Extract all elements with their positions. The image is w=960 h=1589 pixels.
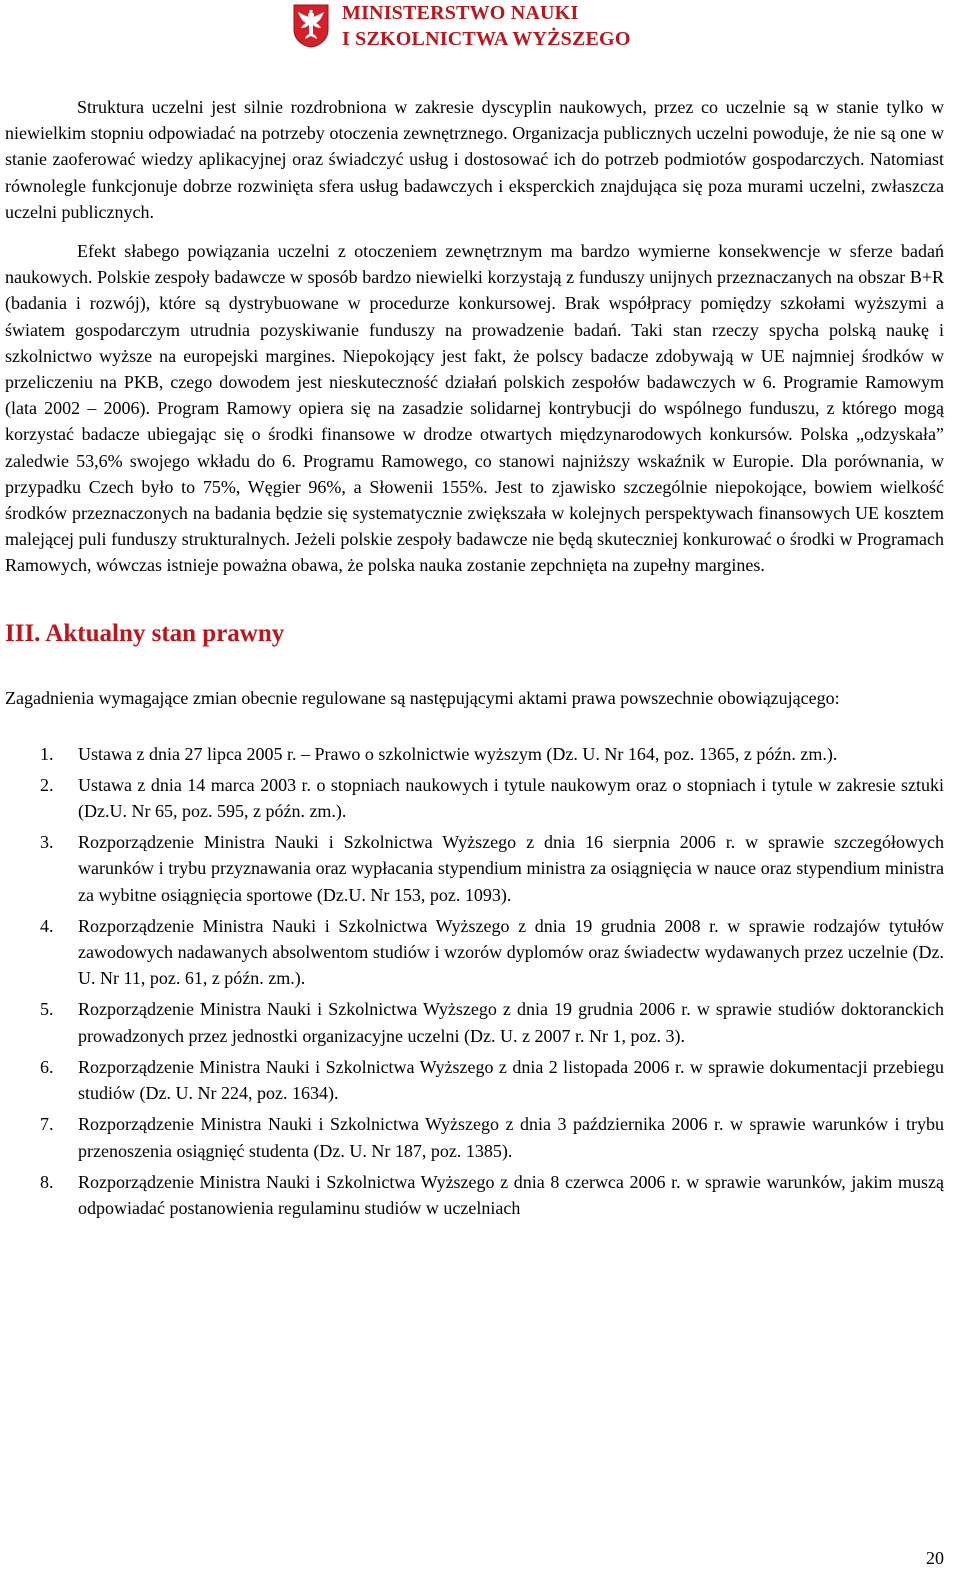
list-item-text: Rozporządzenie Ministra Nauki i Szkolnictwa Wyższego z dnia 3 października 2006 r. w sprawie warunków i trybu przenoszenia osiągnięć studenta (Dz. U. Nr 187, poz. 1385). xyxy=(78,1114,944,1161)
list-item xyxy=(5,741,944,767)
section-intro: Zagadnienia wymagające zmian obecnie regulowane są następującymi aktami prawa powszechnie obowiązującego: xyxy=(5,687,840,708)
list-item xyxy=(5,1111,944,1163)
paragraph: Efekt słabego powiązania uczelni z otoczeniem zewnętrznym ma bardzo wymierne konsekwencje w sferze badań naukowych. Polskie zespoły badawcze w sposób bardzo niewielki korzystają z funduszy unijnych przeznaczanych na obszar B+R (badania i rozwój), które są dystrybuowane w procedurze konkursowej. Brak współpracy pomiędzy szkołami wyższymi a światem gospodarczym utrudnia pozyskiwanie funduszy na prowadzenie badań. Taki stan rzeczy spycha polską naukę i szkolnictwo wyższe na europejski margines. Niepokojący jest fakt, że polscy badacze zdobywają w UE najmniej środków w przeliczeniu na PKB, czego dowodem jest nieskuteczność działań polskich zespołów badawczych w 6. Programie Ramowym (lata 2002 – 2006). Program Ramowy opiera się na zasadzie solidarnej kontrybucji do wspólnego funduszu, z którego mogą korzystać badacze ubiegając się o środki finansowe w drodze otwartych międzynarodowych konkursów. Polska „odzyskała” zaledwie 53,6% swojego wkładu do 6. Programu Ramowego, co stanowi najniższy wskaźnik w Europie. Dla porównania, w przypadku Czech było to 75%, Węgier 96%, a Słowenii 155%. Jest to zjawisko szczególnie niepokojące, bowiem wielkość środków przeznaczonych na badania będzie się systematycznie zwiększała w kolejnych perspektywach finansowych UE kosztem malejącej puli funduszy strukturalnych. Jeżeli polskie zespoły badawcze nie będą skuteczniej konkurować o środki w Programach Ramowych, wówczas istnieje poważna obawa, że polska nauka zostanie zepchnięta na zupełny margines. xyxy=(5,241,944,576)
ministry-name-line2: I SZKOLNICTWA WYŻSZEGO xyxy=(342,28,631,50)
list-item-number: 6. xyxy=(40,1056,54,1077)
list-item xyxy=(5,772,944,824)
section-heading: III. Aktualny stan prawny xyxy=(5,619,285,647)
list-item xyxy=(5,829,944,908)
list-item-number: 2. xyxy=(40,774,54,795)
list-item-number: 1. xyxy=(40,743,54,764)
list-item-text: Ustawa z dnia 27 lipca 2005 r. – Prawo o szkolnictwie wyższym (Dz. U. Nr 164, poz. 1365, z późn. zm.). xyxy=(78,743,838,764)
ministry-name xyxy=(342,0,631,52)
polish-eagle-emblem-icon xyxy=(293,4,329,48)
list-item-text: Rozporządzenie Ministra Nauki i Szkolnictwa Wyższego z dnia 19 grudnia 2008 r. w sprawie rodzajów tytułów zawodowych nadawanych absolwentom studiów i wzorów dyplomów oraz świadectw wydawanych przez uczelnie (Dz. U. Nr 11, poz. 61, z późn. zm.). xyxy=(78,915,944,989)
list-item xyxy=(5,1054,944,1106)
document-body xyxy=(5,94,944,1226)
page-header xyxy=(0,0,960,56)
paragraph: Struktura uczelni jest silnie rozdrobniona w zakresie dyscyplin naukowych, przez co uczelnie są w stanie tylko w niewielkim stopniu odpowiadać na potrzeby otoczenia zewnętrznego. Organizacja publicznych uczelni powoduje, że nie są one w stanie zaoferować wiedzy aplikacyjnej oraz świadczyć usług i dostosować ich do potrzeb podmiotów gospodarczych. Natomiast równolegle funkcjonuje dobrze rozwinięta sfera usług badawczych i eksperckich znajdująca się poza murami uczelni, zwłaszcza uczelni publicznych. xyxy=(5,97,944,222)
list-item-number: 8. xyxy=(40,1171,54,1192)
legal-acts-list xyxy=(5,741,944,1221)
list-item-text: Rozporządzenie Ministra Nauki i Szkolnictwa Wyższego z dnia 8 czerwca 2006 r. w sprawie warunków, jakim muszą odpowiadać postanowienia regulaminu studiów w uczelniach xyxy=(78,1171,944,1218)
ministry-name-line1: MINISTERSTWO NAUKI xyxy=(342,2,579,24)
list-item xyxy=(5,996,944,1048)
list-item xyxy=(5,1169,944,1221)
list-item-number: 3. xyxy=(40,832,54,853)
list-item-text: Rozporządzenie Ministra Nauki i Szkolnictwa Wyższego z dnia 19 grudnia 2006 r. w sprawie studiów doktoranckich prowadzonych przez jednostki organizacyjne uczelni (Dz. U. z 2007 r. Nr 1, poz. 3). xyxy=(78,999,944,1046)
list-item-number: 4. xyxy=(40,915,54,936)
list-item-text: Rozporządzenie Ministra Nauki i Szkolnictwa Wyższego z dnia 16 sierpnia 2006 r. w sprawie szczegółowych warunków i trybu przyznawania oraz wypłacania stypendium ministra za osiągnięcia w nauce oraz stypendium ministra za wybitne osiągnięcia sportowe (Dz.U. Nr 153, poz. 1093). xyxy=(78,832,944,905)
list-item-text: Ustawa z dnia 14 marca 2003 r. o stopniach naukowych i tytule naukowym oraz o stopniach i tytule w zakresie sztuki (Dz.U. Nr 65, poz. 595, z późn. zm.). xyxy=(78,774,944,822)
list-item xyxy=(5,913,944,992)
list-item-number: 5. xyxy=(40,999,54,1020)
page-number: 20 xyxy=(926,1548,944,1568)
list-item-text: Rozporządzenie Ministra Nauki i Szkolnictwa Wyższego z dnia 2 listopada 2006 r. w sprawie dokumentacji przebiegu studiów (Dz. U. Nr 224, poz. 1634). xyxy=(78,1056,944,1104)
list-item-number: 7. xyxy=(40,1114,54,1135)
